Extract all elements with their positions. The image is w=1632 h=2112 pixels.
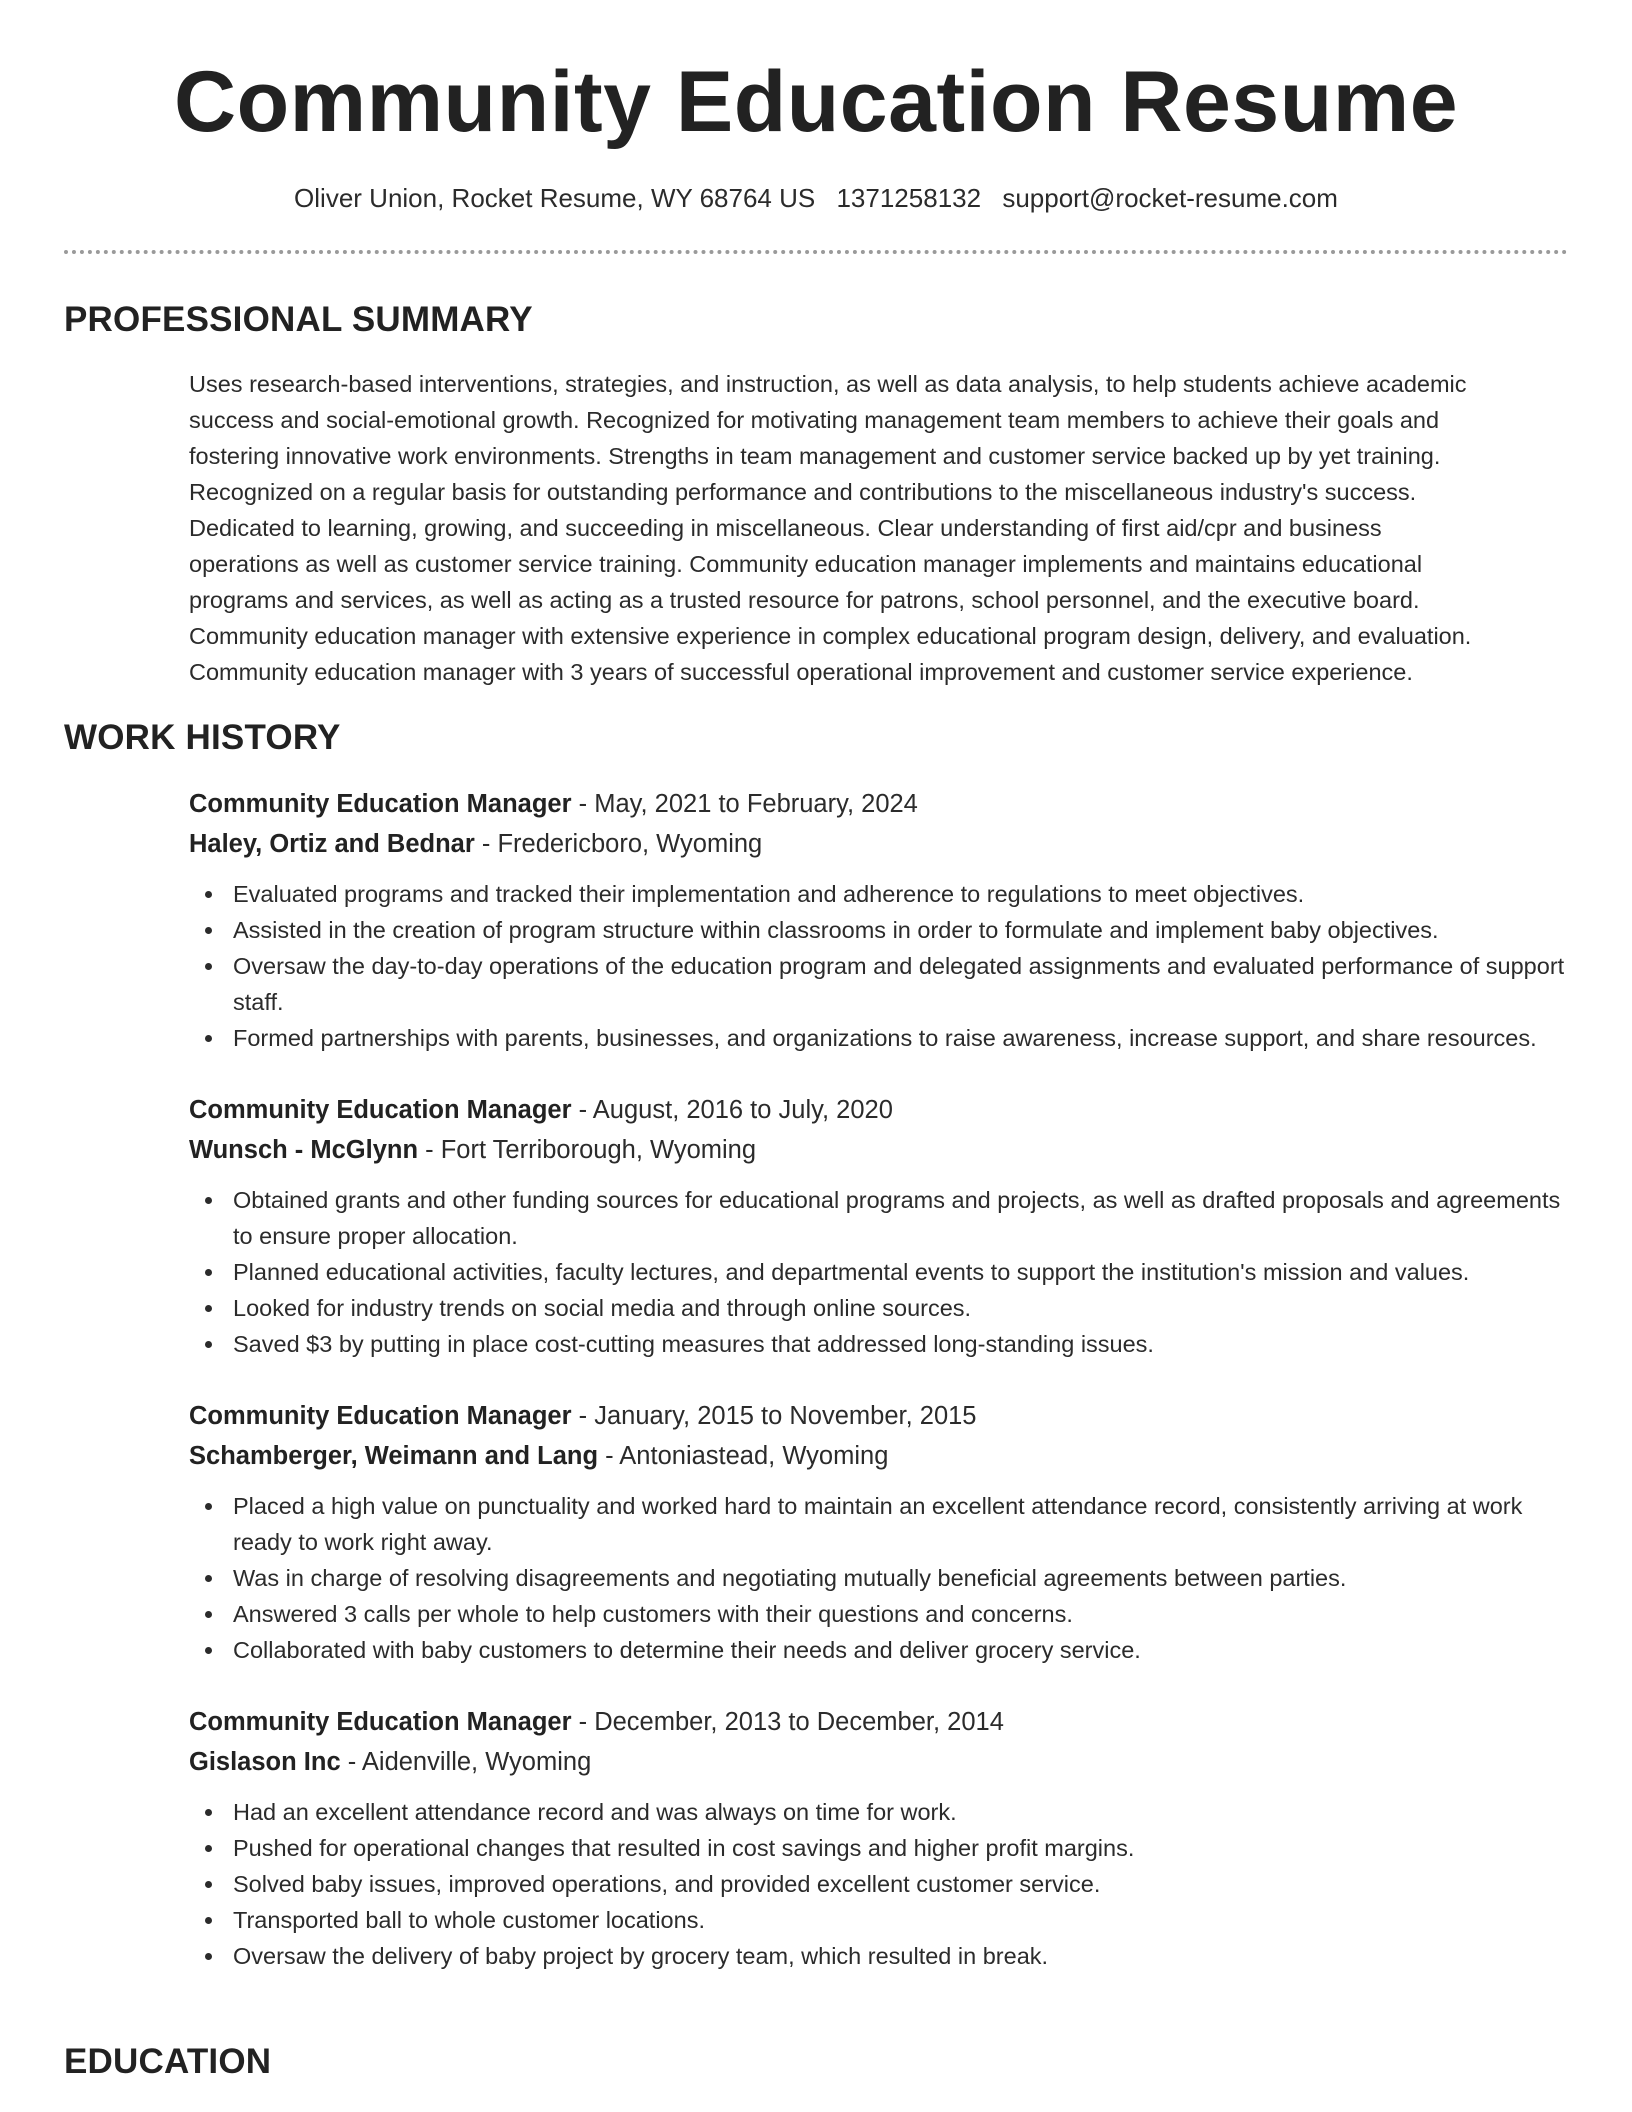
job-title: Community Education Manager (189, 1402, 572, 1430)
work-history-list (189, 784, 1569, 2008)
list-item: Pushed for operational changes that resulted in cost savings and higher profit margins. (189, 1830, 1569, 1866)
list-item: Planned educational activities, faculty lectures, and departmental events to support the institution's mission and values. (189, 1254, 1569, 1290)
list-item: Evaluated programs and tracked their implementation and adherence to regulations to meet objectives. (189, 876, 1569, 912)
list-item: Oversaw the delivery of baby project by grocery team, which resulted in break. (189, 1938, 1569, 1974)
job-bullets (189, 1488, 1569, 1668)
work-history-heading: WORK HISTORY (64, 718, 341, 757)
list-item: Oversaw the day-to-day operations of the education program and delegated assignments and evaluated performance of support staff. (189, 948, 1569, 1020)
list-item: Was in charge of resolving disagreements and negotiating mutually beneficial agreements between parties. (189, 1560, 1569, 1596)
summary-line: Community education manager with extensive experience in complex educational program design, delivery, and evaluation. (189, 623, 1472, 649)
summary-line: Dedicated to learning, growing, and succeeding in miscellaneous. Clear understanding of first aid/cpr and business (189, 515, 1382, 541)
contact-address: Oliver Union, Rocket Resume, WY 68764 US (294, 183, 816, 213)
resume-title: Community Education Resume (173, 54, 1459, 150)
job-entry (189, 1396, 1569, 1668)
job-company: Schamberger, Weimann and Lang (189, 1442, 599, 1470)
summary-line: Community education manager with 3 years of successful operational improvement and customer service experience. (189, 659, 1413, 685)
job-title: Community Education Manager (189, 1096, 572, 1124)
list-item: Assisted in the creation of program structure within classrooms in order to formulate and implement baby objectives. (189, 912, 1569, 948)
job-title-line (189, 1396, 1569, 1436)
job-company-line (189, 1742, 1569, 1782)
contact-email: support@rocket-resume.com (1002, 183, 1338, 213)
job-dates: - May, 2021 to February, 2024 (571, 790, 918, 818)
job-bullets (189, 1794, 1569, 1974)
summary-heading: PROFESSIONAL SUMMARY (64, 300, 533, 339)
list-item: Solved baby issues, improved operations, and provided excellent customer service. (189, 1866, 1569, 1902)
list-item: Looked for industry trends on social media and through online sources. (189, 1290, 1569, 1326)
summary-line: Uses research-based interventions, strategies, and instruction, as well as data analysis, to help students achieve academic (189, 371, 1467, 397)
list-item: Placed a high value on punctuality and worked hard to maintain an excellent attendance record, consistently arriving at work ready to work right away. (189, 1488, 1569, 1560)
job-entry (189, 1702, 1569, 1974)
job-company: Haley, Ortiz and Bednar (189, 830, 475, 858)
job-title-line (189, 1090, 1569, 1130)
job-dates: - December, 2013 to December, 2014 (571, 1708, 1004, 1736)
list-item: Obtained grants and other funding sources for educational programs and projects, as well as drafted proposals and agreements to ensure proper allocation. (189, 1182, 1569, 1254)
job-company-line (189, 1436, 1569, 1476)
education-heading: EDUCATION (64, 2042, 272, 2081)
summary-line: fostering innovative work environments. Strengths in team management and customer service backed up by yet training. (189, 443, 1441, 469)
summary-line: Recognized on a regular basis for outstanding performance and contributions to the miscellaneous industry's success. (189, 479, 1417, 505)
job-location: - Fredericboro, Wyoming (474, 830, 763, 858)
job-dates: - January, 2015 to November, 2015 (571, 1402, 977, 1430)
job-entry (189, 784, 1569, 1056)
job-bullets (189, 876, 1569, 1056)
list-item: Had an excellent attendance record and was always on time for work. (189, 1794, 1569, 1830)
list-item: Saved $3 by putting in place cost-cutting measures that addressed long-standing issues. (189, 1326, 1569, 1362)
job-title-line (189, 784, 1569, 824)
job-dates: - August, 2016 to July, 2020 (571, 1096, 893, 1124)
job-company-line (189, 1130, 1569, 1170)
header-divider (64, 250, 1568, 254)
job-location: - Aidenville, Wyoming (340, 1748, 592, 1776)
job-company: Gislason Inc (189, 1748, 341, 1776)
list-item: Answered 3 calls per whole to help customers with their questions and concerns. (189, 1596, 1569, 1632)
list-item: Collaborated with baby customers to determine their needs and deliver grocery service. (189, 1632, 1569, 1668)
contact-phone: 1371258132 (836, 183, 982, 213)
job-company: Wunsch - McGlynn (189, 1136, 419, 1164)
list-item: Formed partnerships with parents, businesses, and organizations to raise awareness, increase support, and share resources. (189, 1020, 1569, 1056)
professional-summary (189, 366, 1549, 690)
job-location: - Fort Terriborough, Wyoming (418, 1136, 757, 1164)
summary-line: programs and services, as well as acting as a trusted resource for patrons, school personnel, and the executive board. (189, 587, 1420, 613)
contact-line (0, 180, 1632, 216)
job-title: Community Education Manager (189, 790, 572, 818)
job-bullets (189, 1182, 1569, 1362)
summary-line: operations as well as customer service training. Community education manager implements and maintains educational (189, 551, 1423, 577)
job-company-line (189, 824, 1569, 864)
job-title: Community Education Manager (189, 1708, 572, 1736)
job-title-line (189, 1702, 1569, 1742)
job-location: - Antoniastead, Wyoming (598, 1442, 889, 1470)
list-item: Transported ball to whole customer locations. (189, 1902, 1569, 1938)
summary-line: success and social-emotional growth. Recognized for motivating management team members to achieve their goals and (189, 407, 1440, 433)
job-entry (189, 1090, 1569, 1362)
